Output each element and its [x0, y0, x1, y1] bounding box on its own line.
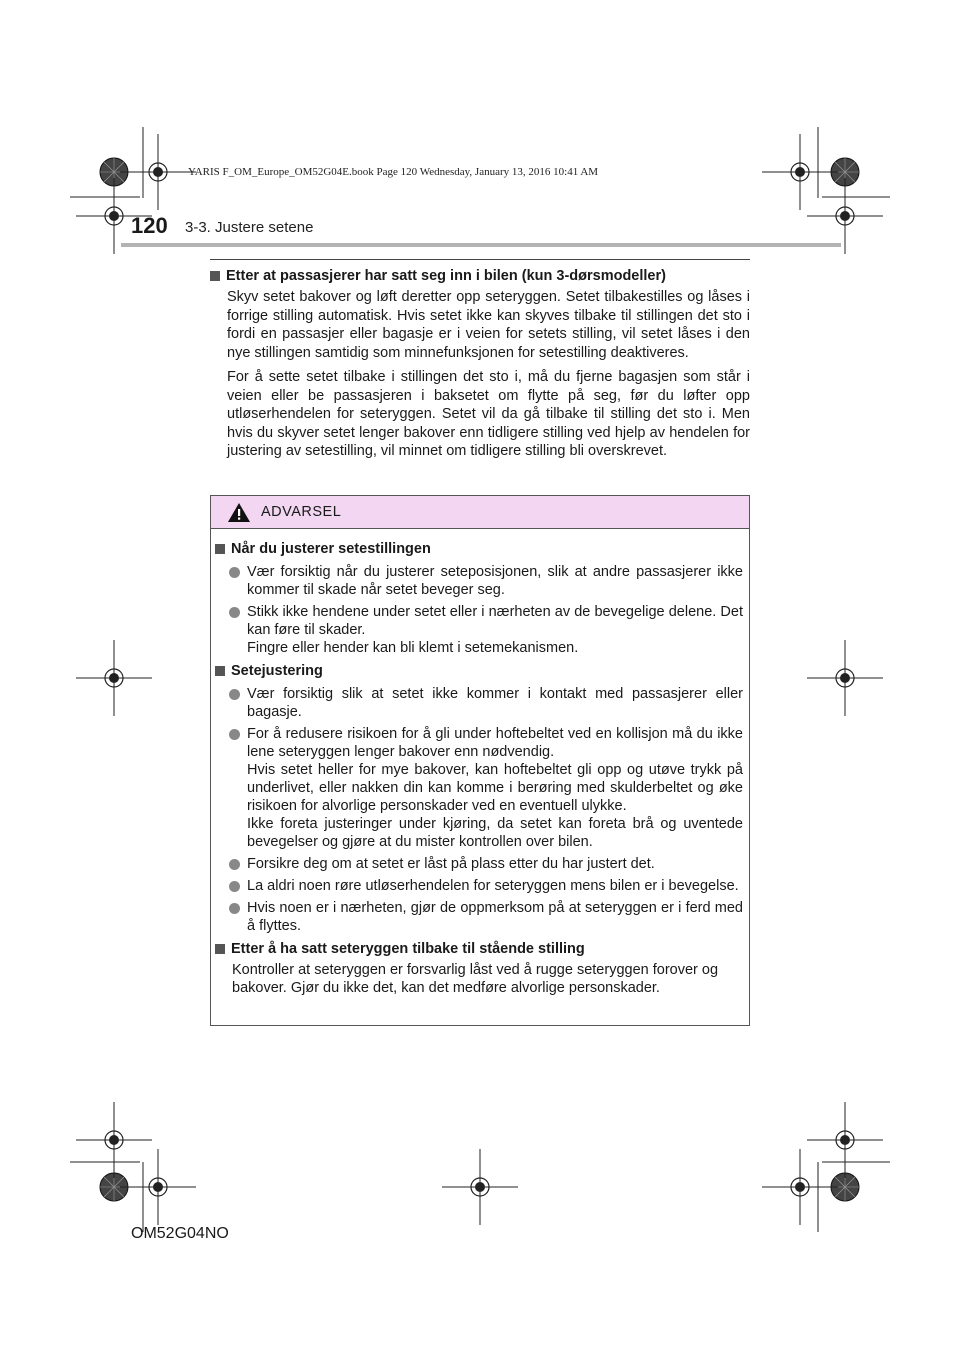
header-rule — [121, 243, 841, 247]
warning-section-heading: Setejustering — [215, 661, 743, 681]
topic-rule — [210, 259, 750, 260]
warning-item: For å redusere risikoen for å gli under hoftebeltet ved en kollisjon må du ikke lene seteryggen lenger bakover enn nødvendig. Hvis setet heller for mye bakover, kan hoftebeltet gli opp og utøve trykk på underlivet, eller nakken din kan komme i berøring med skulderbeltet og øke risikoen for alvorlige personskader ved en eventuell ulykke. Ikke foreta justeringer under kjøring, da setet kan foreta brå og uventede bevegelser og gjøre at du mister kontrollen over bilen. — [229, 725, 743, 851]
warning-item: La aldri noen røre utløserhendelen for seteryggen mens bilen er i bevegelse. — [229, 877, 743, 895]
square-bullet-icon — [215, 666, 225, 676]
round-bullet-icon — [229, 881, 240, 892]
warning-body — [211, 529, 749, 997]
warning-item: Stikk ikke hendene under setet eller i nærheten av de bevegelige delene. Det kan føre til skader. Fingre eller hender kan bli klemt i setemekanismen. — [229, 603, 743, 657]
warning-section-heading: Etter å ha satt seteryggen tilbake til stående stilling — [215, 939, 743, 959]
document-id: OM52G04NO — [131, 1225, 229, 1242]
warning-triangle-icon — [227, 502, 251, 523]
round-bullet-icon — [229, 859, 240, 870]
round-bullet-icon — [229, 729, 240, 740]
section-title: 3-3. Justere setene — [185, 219, 314, 236]
square-bullet-icon — [215, 944, 225, 954]
warning-header — [211, 496, 749, 529]
warning-item: Hvis noen er i nærheten, gjør de oppmerksom på at seteryggen er i ferd med å flyttes. — [229, 899, 743, 935]
warning-box — [210, 495, 750, 1026]
topic-paragraph: Skyv setet bakover og løft deretter opp seteryggen. Setet tilbakestilles og låses i forrige stilling automatisk. Hvis setet ikke kan skyves tilbake til stillingen det sto i fordi en passasjer eller bagasje er i veien for setets stilling, vil setet låses i den nye stillingen samtidig som minnefunksjonen for setestilling deaktiveres. — [227, 289, 750, 361]
round-bullet-icon — [229, 903, 240, 914]
warning-section-heading: Når du justerer setestillingen — [215, 539, 743, 559]
warning-title: ADVARSEL — [261, 504, 342, 520]
book-file-info: YARIS F_OM_Europe_OM52G04E.book Page 120 Wednesday, January 13, 2016 10:41 AM — [188, 166, 599, 178]
warning-item: Vær forsiktig når du justerer seteposisjonen, slik at andre passasjerer ikke kommer til skade når setet beveger seg. — [229, 563, 743, 599]
topic-content — [210, 266, 750, 461]
topic-heading-text: Etter at passasjerer har satt seg inn i bilen (kun 3-dørsmodeller) — [226, 268, 666, 284]
topic-paragraph: For å sette setet tilbake i stillingen det sto i, må du fjerne bagasjen som står i veien eller be passasjeren i baksetet om flytte på seg, før du løfter opp utløserhendelen for seteryggen. Setet vil da gå tilbake til stilling det sto i. Men hvis du skyver setet lenger bakover enn tidligere stilling ved hjelp av hendelen for justering av setestilling, vil minnet om tidligere stilling bli overskrevet. — [227, 369, 750, 459]
square-bullet-icon — [215, 544, 225, 554]
warning-item: Forsikre deg om at setet er låst på plass etter du har justert det. — [229, 855, 743, 873]
topic-heading — [210, 266, 750, 286]
warning-section-text: Kontroller at seteryggen er forsvarlig låst ved å rugge seteryggen forover og bakover. Gjør du ikke det, kan det medføre alvorlige personskader. — [232, 962, 719, 996]
page-number: 120 — [131, 213, 168, 238]
round-bullet-icon — [229, 567, 240, 578]
square-bullet-icon — [210, 271, 220, 281]
round-bullet-icon — [229, 607, 240, 618]
round-bullet-icon — [229, 689, 240, 700]
warning-item: Vær forsiktig slik at setet ikke kommer i kontakt med passasjerer eller bagasje. — [229, 685, 743, 721]
